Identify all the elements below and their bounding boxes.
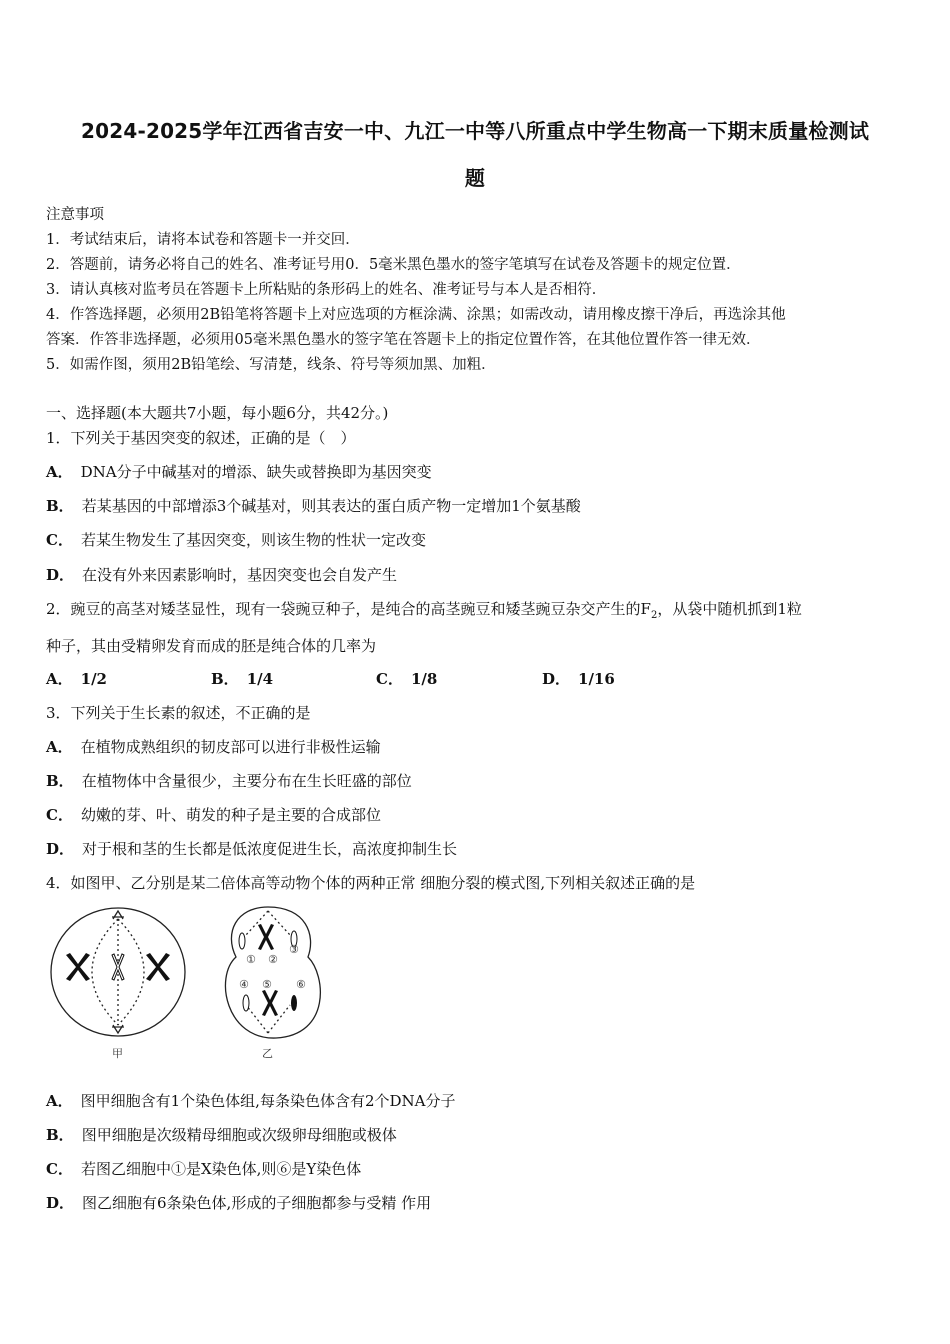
q2-option-a: A． 1/2 (46, 670, 107, 688)
q4-option-c: C． 若图乙细胞中①是X染色体,则⑥是Y染色体 (46, 1160, 362, 1178)
label-6: ⑥ (296, 978, 306, 991)
q1-stem: 1．下列关于基因突变的叙述，正确的是（ ） (46, 429, 356, 447)
chromosomes-yi (239, 924, 297, 1016)
q3-option-b: B． 在植物体中含量很少，主要分布在生长旺盛的部位 (46, 772, 412, 790)
label-1: ① (246, 953, 256, 966)
notice-item: 1．考试结束后，请将本试卷和答题卡一并交回． (46, 232, 360, 248)
q3-stem: 3．下列关于生长素的叙述，不正确的是 (46, 704, 311, 722)
label-4: ④ (239, 978, 249, 991)
notice-item: 2．答题前，请务必将自己的姓名、准考证号用0．5毫米黑色墨水的签字笔填写在试卷及答题卡的规定位置． (46, 257, 741, 273)
page-title: 2024-2025学年江西省吉安一中、九江一中等八所重点中学生物高一下期末质量检测试 (80, 119, 870, 143)
q2-option-d: D． 1/16 (542, 670, 615, 688)
q2-stem: 2．豌豆的高茎对矮茎显性，现有一袋豌豆种子，是纯合的高茎豌豆和矮茎豌豆杂交产生的$F_2$，从袋中随机抓到1粒 (46, 600, 802, 621)
q1-option-c: C． 若某生物发生了基因突变，则该生物的性状一定改变 (46, 531, 426, 549)
q1-option-d: D． 在没有外来因素影响时，基因突变也会自发产生 (46, 566, 398, 584)
label-yi: 乙 (262, 1047, 273, 1060)
notice-item: 5．如需作图，须用2B铅笔绘、写清楚，线条、符号等须加黑、加粗． (46, 357, 496, 373)
q4-option-a: A． 图甲细胞含有1个染色体组,每条染色体含有2个DNA分子 (46, 1092, 456, 1110)
label-jia: 甲 (112, 1047, 123, 1060)
notice-item: 3．请认真核对监考员在答题卡上所粘贴的条形码上的姓名、准考证号与本人是否相符． (46, 282, 607, 298)
page-title-cont: 题 (464, 166, 486, 190)
q1-option-a: A． DNA分子中碱基对的增添、缺失或替换即为基因突变 (46, 463, 432, 481)
cell-division-figure (46, 905, 346, 1065)
cell-jia (51, 908, 185, 1036)
notice-heading: 注意事项 (46, 207, 104, 223)
label-3: ③ (289, 943, 299, 956)
section-heading: 一、选择题(本大题共7小题，每小题6分，共42分。) (46, 404, 389, 422)
q3-option-a: A． 在植物成熟组织的韧皮部可以进行非极性运输 (46, 738, 381, 756)
notice-item: 答案．作答非选择题，必须用05毫米黑色墨水的签字笔在答题卡上的指定位置作答，在其他位置作答一律无效． (46, 332, 761, 348)
notice-item: 4．作答选择题，必须用2B铅笔将答题卡上对应选项的方框涂满、涂黑；如需改动，请用橡皮擦干净后，再选涂其他 (46, 307, 786, 323)
label-2: ② (268, 953, 278, 966)
q4-option-d: D． 图乙细胞有6条染色体,形成的子细胞都参与受精 作用 (46, 1194, 432, 1212)
q1-option-b: B． 若某基因的中部增添3个碱基对，则其表达的蛋白质产物一定增加1个氨基酸 (46, 497, 581, 515)
q2-stem-cont: 种子，其由受精卵发育而成的胚是纯合体的几率为 (46, 637, 377, 655)
chromosomes-jia (66, 953, 170, 981)
q3-option-d: D． 对于根和茎的生长都是低浓度促进生长，高浓度抑制生长 (46, 840, 458, 858)
label-5: ⑤ (262, 978, 272, 991)
cell-diagram (46, 905, 346, 1065)
q2-option-c: C． 1/8 (376, 670, 438, 688)
q4-option-b: B． 图甲细胞是次级精母细胞或次级卵母细胞或极体 (46, 1126, 397, 1144)
q3-option-c: C． 幼嫩的芽、叶、萌发的种子是主要的合成部位 (46, 806, 381, 824)
q2-option-b: B． 1/4 (211, 670, 274, 688)
q4-stem: 4．如图甲、乙分别是某二倍体高等动物个体的两种正常 细胞分裂的模式图,下列相关叙述正确的是 (46, 874, 696, 892)
